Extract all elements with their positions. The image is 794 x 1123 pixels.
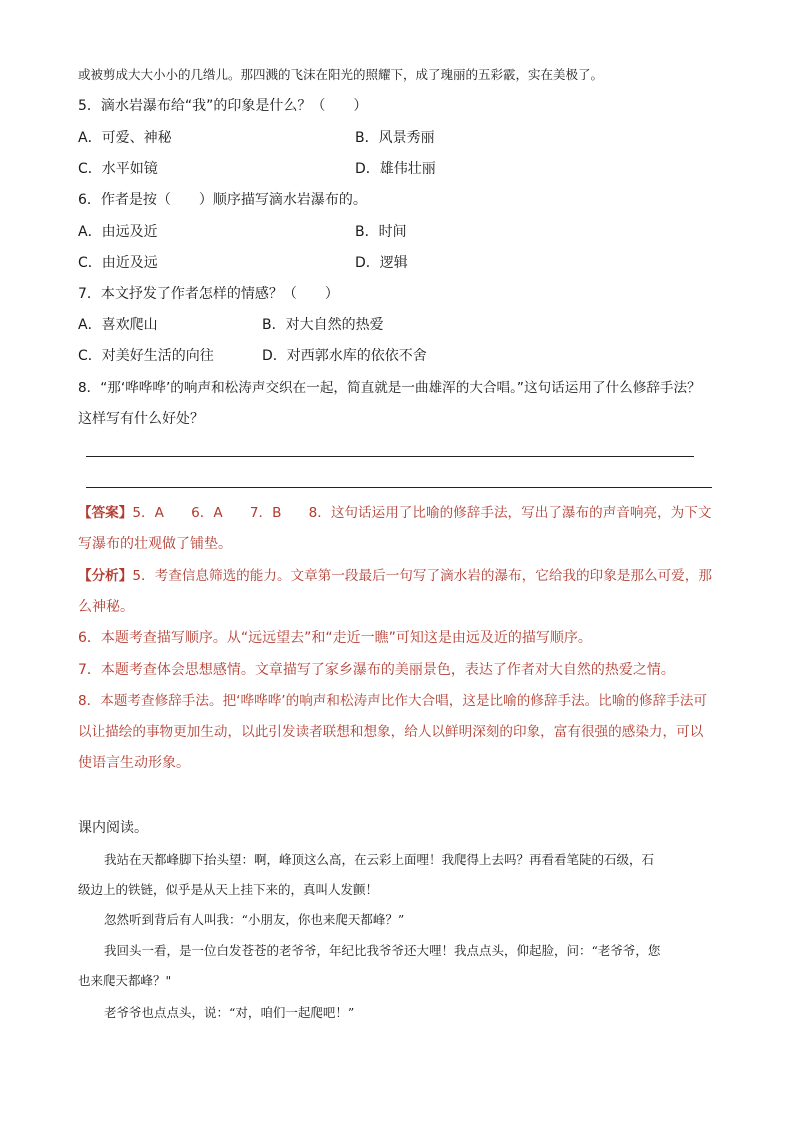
reading-paragraph-1-continued: 级边上的铁链，似乎是从天上挂下来的，真叫人发颤！ xyxy=(78,882,379,897)
analysis-item-8: 8．本题考查修辞手法。把‘哗哗哗’的响声和松涛声比作大合唱，这是比喻的修辞手法。比喻的修辞手法可 xyxy=(78,693,708,709)
question-6-option-a[interactable]: A．由远及近 xyxy=(78,224,158,240)
question-5-option-d[interactable]: D．雄伟壮丽 xyxy=(355,161,436,177)
passage-fragment: 或被剪成大大小小的几绺儿。那四溅的飞沫在阳光的照耀下，成了瑰丽的五彩霰，实在美极了。 xyxy=(78,67,604,82)
reading-paragraph-4: 老爷爷也点点头，说：“对，咱们一起爬吧！” xyxy=(104,1005,355,1020)
answer-line[interactable] xyxy=(86,456,694,457)
question-5-stem: 5．滴水岩瀑布给“我”的印象是什么？（ ） xyxy=(78,98,368,114)
analysis-item-8-continued: 以让描绘的事物更加生动，以此引发读者联想和想象，给人以鲜明深刻的印象，富有很强的感染力，可以 xyxy=(78,724,704,740)
answer-text: 5．A 6．A 7．B 8．这句话运用了比喻的修辞手法，写出了瀑布的声音响亮，为下文 xyxy=(132,505,712,521)
question-7-option-d[interactable]: D．对西郭水库的依依不舍 xyxy=(262,348,427,364)
question-8-stem-continued: 这样写有什么好处？ xyxy=(78,411,204,427)
question-6-option-c[interactable]: C．由近及远 xyxy=(78,255,158,271)
answer-block xyxy=(78,503,711,523)
reading-heading: 课内阅读。 xyxy=(78,820,148,836)
analysis-item-6: 6．本题考查描写顺序。从“远远望去”和“走近一瞧”可知这是由远及近的描写顺序。 xyxy=(78,630,592,646)
reading-paragraph-2: 忽然听到背后有人叫我：“小朋友，你也来爬天都峰？” xyxy=(104,912,405,927)
question-6-option-b[interactable]: B．时间 xyxy=(355,224,407,240)
question-5-option-c[interactable]: C．水平如镜 xyxy=(78,161,158,177)
analysis-item-5-continued: 么神秘。 xyxy=(78,599,134,615)
analysis-item-8-end: 使语言生动形象。 xyxy=(78,755,190,771)
question-5-option-b[interactable]: B．风景秀丽 xyxy=(355,130,435,146)
question-6-option-d[interactable]: D．逻辑 xyxy=(355,255,408,271)
analysis-block xyxy=(78,566,712,586)
question-8-stem: 8．“那‘哗哗哗’的响声和松涛声交织在一起，简直就是一曲雄浑的大合唱。”这句话运用了什么修辞手法？ xyxy=(78,380,701,396)
answer-line[interactable] xyxy=(86,487,712,488)
reading-paragraph-3-continued: 也来爬天都峰？" xyxy=(78,973,172,988)
question-7-option-a[interactable]: A．喜欢爬山 xyxy=(78,317,158,333)
question-5-option-a[interactable]: A．可爱、神秘 xyxy=(78,130,172,146)
reading-paragraph-1: 我站在天都峰脚下抬头望：啊，峰顶这么高，在云彩上面哩！我爬得上去吗？再看看笔陡的石级，石 xyxy=(104,852,655,867)
question-7-stem: 7．本文抒发了作者怎样的情感？（ ） xyxy=(78,286,339,302)
analysis-item-5: 5．考查信息筛选的能力。文章第一段最后一句写了滴水岩的瀑布，它给我的印象是那么可爱，那 xyxy=(132,568,712,584)
reading-paragraph-3: 我回头一看，是一位白发苍苍的老爷爷，年纪比我爷爷还大哩！我点点头，仰起脸，问：“老爷爷，您 xyxy=(104,943,661,958)
analysis-tag: 【分析】 xyxy=(78,568,133,584)
analysis-item-7: 7．本题考查体会思想感情。文章描写了家乡瀑布的美丽景色，表达了作者对大自然的热爱之情。 xyxy=(78,662,675,678)
answer-text-continued: 写瀑布的壮观做了铺垫。 xyxy=(78,536,232,552)
answer-tag: 【答案】 xyxy=(78,505,133,521)
question-7-option-b[interactable]: B．对大自然的热爱 xyxy=(262,317,384,333)
question-7-option-c[interactable]: C．对美好生活的向往 xyxy=(78,348,214,364)
question-6-stem: 6．作者是按（ ）顺序描写滴水岩瀑布的。 xyxy=(78,192,367,208)
